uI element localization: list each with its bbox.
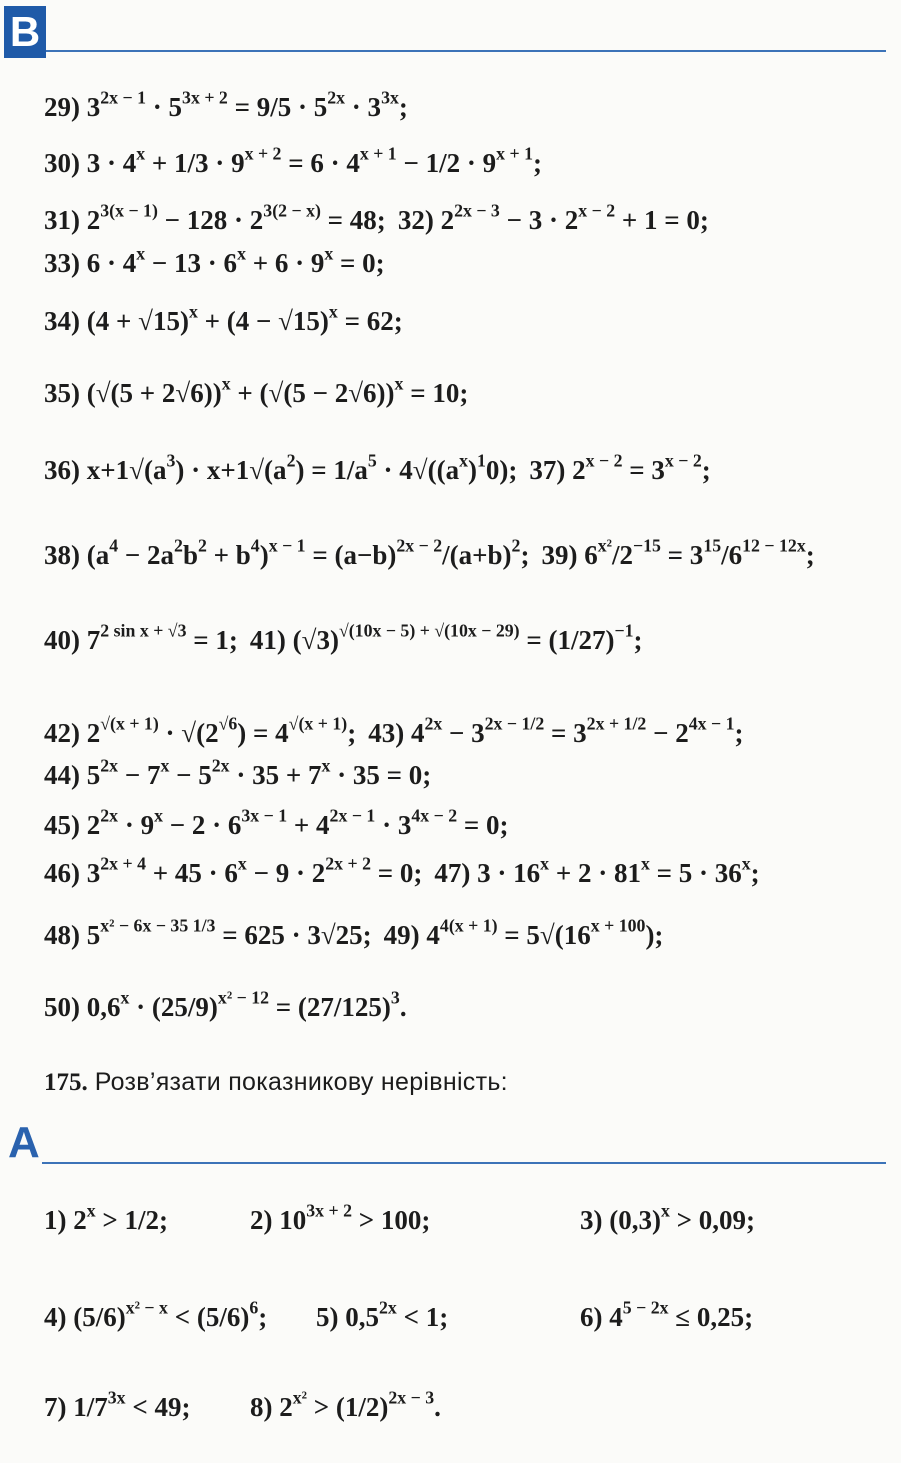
exponent: 2x − 1 xyxy=(100,87,147,108)
problem-expression: $6^{x^2}/2^{-15} = 3^{15}/6^{12 - 12x}$; xyxy=(584,535,815,570)
exponent: 3x + 2 xyxy=(182,87,228,108)
problem-row xyxy=(44,987,407,1023)
problem-31 xyxy=(44,200,386,235)
exponent: 2x xyxy=(100,805,119,826)
exponent: −15 xyxy=(632,535,661,556)
problem-row xyxy=(44,805,509,841)
exponent: x − 1 xyxy=(268,535,306,556)
exponent: 3 xyxy=(390,987,400,1008)
exponent: x xyxy=(640,853,650,874)
exponent: 4x − 2 xyxy=(411,805,458,826)
inequality-4 xyxy=(44,1297,268,1333)
problem-number: 47) xyxy=(434,858,478,888)
inequality-expression: $(0,3)^x > 0,09$; xyxy=(609,1200,756,1235)
problem-number: 48) xyxy=(44,920,87,950)
problem-43 xyxy=(368,713,744,748)
exponent: 12 − 12x xyxy=(742,535,806,556)
problem-row xyxy=(44,755,432,791)
exponent: 3 xyxy=(166,450,176,471)
exponent: 3(2 − x) xyxy=(263,200,321,221)
problem-row xyxy=(44,915,664,951)
problem-number: 38) xyxy=(44,540,87,570)
exponent: x + 100 xyxy=(590,915,646,936)
exponent: x − 2 xyxy=(585,450,623,471)
inequality-number: 4) xyxy=(44,1302,74,1332)
exponent: x² xyxy=(292,1387,307,1408)
problem-30 xyxy=(44,143,542,178)
exponent: 15 xyxy=(703,535,722,556)
exponent: 4 xyxy=(250,535,260,556)
problem-expression: $5^{x^2 - 6x - 35 1/3} = 625 \cdot 3√25$; xyxy=(86,915,372,950)
task-175 xyxy=(44,1068,508,1097)
problem-50 xyxy=(44,987,407,1022)
exponent: x² − 6x − 35 1/3 xyxy=(100,915,216,936)
exponent: x xyxy=(136,243,146,264)
section-a-rule xyxy=(42,1162,886,1164)
problem-expression: $7^{2 sin x + √3} = 1$; xyxy=(86,620,238,655)
exponent: 2x + 2 xyxy=(325,853,371,874)
exponent: 2 xyxy=(174,535,183,556)
problem-number: 40) xyxy=(44,625,87,655)
problem-47 xyxy=(434,853,760,888)
exponent: −1 xyxy=(614,620,634,641)
problem-35 xyxy=(44,373,469,408)
problem-row xyxy=(44,450,711,486)
problem-33 xyxy=(44,243,385,278)
section-a-label: A xyxy=(8,1118,40,1167)
exponent: 4x − 1 xyxy=(688,713,735,734)
problem-row xyxy=(44,535,815,571)
inequality-number: 5) xyxy=(316,1302,346,1332)
inequality-3 xyxy=(580,1200,756,1236)
problem-41 xyxy=(249,620,643,655)
inequality-number: 1) xyxy=(44,1205,74,1235)
task-text: Розв’язати показникову нерівність: xyxy=(94,1068,508,1096)
exponent: x xyxy=(324,243,334,264)
problem-row xyxy=(44,853,760,889)
inequality-number: 6) xyxy=(580,1302,610,1332)
inequality-1 xyxy=(44,1200,169,1236)
exponent: 2x − 2 xyxy=(396,535,443,556)
problem-36 xyxy=(44,450,518,485)
exponent: x − 2 xyxy=(578,200,616,221)
exponent: 4(x + 1) xyxy=(439,915,498,936)
exponent: 2x + 4 xyxy=(100,853,147,874)
problem-40 xyxy=(44,620,238,655)
exponent: x xyxy=(136,143,146,164)
problem-44 xyxy=(44,755,432,790)
problem-expression: $x+1√(a^3) \cdot x+1√(a^2) = 1/a^5 \cdot 4√((a^x)^10)$; xyxy=(86,450,518,485)
exponent: x xyxy=(188,301,198,322)
inequality-expression: $(5/6)^{x^2 - x} < (5/6)^6$; xyxy=(73,1297,268,1332)
exponent: 2 xyxy=(286,450,296,471)
problem-37 xyxy=(529,450,711,485)
problem-number: 49) xyxy=(383,920,427,950)
problem-46 xyxy=(44,853,423,888)
problem-number: 41) xyxy=(249,625,293,655)
exponent: x xyxy=(160,755,170,776)
exponent: √(10x − 5) + √(10x − 29) xyxy=(338,620,520,641)
exponent: x xyxy=(394,373,404,394)
inequality-number: 8) xyxy=(250,1392,280,1422)
problem-expression: $2^{2x - 3} - 3 \cdot 2^{x - 2} + 1 = 0$; xyxy=(440,200,709,235)
exponent: √6 xyxy=(218,713,238,734)
inequality-7 xyxy=(44,1387,191,1423)
problem-expression: $2^{√(x + 1)} \cdot √(2^{√6}) = 4^{√(x + 1)}$; xyxy=(86,713,357,748)
exponent: 2 sin x + √3 xyxy=(100,620,187,641)
inequality-number: 2) xyxy=(250,1205,280,1235)
problem-row xyxy=(44,301,403,337)
exponent: 2x + 1/2 xyxy=(586,713,647,734)
exponent: x xyxy=(540,853,550,874)
exponent: x² − x xyxy=(125,1297,168,1318)
problem-expression: $3^{2x - 1} \cdot 5^{3x + 2} = 9/5 \cdot 5^{2x} \cdot 3^{3x}$; xyxy=(86,87,408,122)
problem-expression: $0,6^x \cdot (25/9)^{x^2 - 12} = (27/125)^3$. xyxy=(86,987,407,1022)
problem-number: 46) xyxy=(44,858,87,888)
exponent: 3x xyxy=(381,87,399,108)
exponent: x xyxy=(154,805,163,826)
problem-number: 31) xyxy=(44,205,87,235)
exponent: 3x + 2 xyxy=(306,1200,353,1221)
problem-number: 45) xyxy=(44,810,87,840)
inequality-expression: $0,5^{2x} < 1$; xyxy=(345,1297,449,1332)
problem-expression: $2^{2x} \cdot 9^x - 2 \cdot 6^{3x - 1} + 4^{2x - 1} \cdot 3^{4x - 2} = 0$; xyxy=(86,805,509,840)
problem-number: 36) xyxy=(44,455,87,485)
exponent: 6 xyxy=(249,1297,259,1318)
problem-row xyxy=(44,713,744,749)
problem-number: 50) xyxy=(44,992,87,1022)
exponent: x + 1 xyxy=(496,143,533,164)
exponent: x xyxy=(321,755,331,776)
task-number: 175. xyxy=(44,1069,88,1096)
inequality-6 xyxy=(580,1297,754,1333)
exponent: x + 2 xyxy=(244,143,282,164)
exponent: 2x xyxy=(424,713,443,734)
exponent: √(x + 1) xyxy=(288,713,348,734)
problem-42 xyxy=(44,713,357,748)
exponent: 2x − 1 xyxy=(329,805,376,826)
problem-expression: $4^{2x} - 3^{2x - 1/2} = 3^{2x + 1/2} - 2^{4x - 1}$; xyxy=(410,713,744,748)
inequality-number: 7) xyxy=(44,1392,74,1422)
inequality-2 xyxy=(250,1200,431,1236)
problem-row xyxy=(44,620,643,656)
exponent: 2x xyxy=(327,87,346,108)
inequality-expression: $4^{5 - 2x} \le 0,25$; xyxy=(609,1297,754,1332)
exponent: 2x xyxy=(211,755,230,776)
problem-row xyxy=(44,143,542,179)
exponent: 2 xyxy=(511,535,521,556)
problem-number: 32) xyxy=(397,205,441,235)
problem-number: 42) xyxy=(44,718,87,748)
problem-expression: $(√3)^{√(10x - 5) + √(10x - 29)} = (1/27)^{-1}$; xyxy=(292,620,643,655)
exponent: 3x − 1 xyxy=(241,805,288,826)
problem-number: 39) xyxy=(541,540,585,570)
exponent: x xyxy=(741,853,751,874)
problem-expression: $4^{4(x + 1)} = 5√(16^{x + 100})$; xyxy=(426,915,664,950)
problem-number: 37) xyxy=(529,455,573,485)
problem-row xyxy=(44,87,408,123)
section-b-rule xyxy=(46,50,886,52)
inequality-number: 3) xyxy=(580,1205,610,1235)
problem-38 xyxy=(44,535,530,570)
exponent: 2x xyxy=(379,1297,397,1318)
inequality-8 xyxy=(250,1387,441,1423)
section-b-badge: B xyxy=(4,6,46,58)
problem-expression: $(a^4 - 2a^2b^2 + b^4)^{x - 1} = (a-b)^{2x - 2}/(a+b)^2$; xyxy=(86,535,530,570)
problem-row xyxy=(44,200,709,236)
exponent: x² − 12 xyxy=(217,987,270,1008)
inequality-expression: $2^x > 1/2$; xyxy=(73,1200,169,1235)
problem-expression: $2^{x - 2} = 3^{x - 2}$; xyxy=(572,450,711,485)
exponent: 1 xyxy=(476,450,486,471)
problem-expression: $3 \cdot 4^x + 1/3 \cdot 9^{x + 2} = 6 \cdot 4^{x + 1} - 1/2 \cdot 9^{x + 1}$; xyxy=(86,143,542,178)
exponent: 2x − 3 xyxy=(388,1387,435,1408)
exponent: 2x − 1/2 xyxy=(484,713,545,734)
problem-number: 44) xyxy=(44,760,87,790)
problem-expression: $3 \cdot 16^x + 2 \cdot 81^x = 5 \cdot 36^x$; xyxy=(477,853,760,888)
exponent: 3(x − 1) xyxy=(100,200,158,221)
exponent: 5 xyxy=(367,450,377,471)
exponent: 5 − 2x xyxy=(622,1297,669,1318)
exponent: x − 2 xyxy=(664,450,702,471)
exponent: 2x xyxy=(100,755,119,776)
exponent: x xyxy=(459,450,468,471)
problem-expression: $2^{3(x - 1)} - 128 \cdot 2^{3(2 - x)} = 48$; xyxy=(86,200,386,235)
exponent: x + 1 xyxy=(359,143,397,164)
problem-29 xyxy=(44,87,408,122)
exponent: 3x xyxy=(107,1387,126,1408)
exponent: 4 xyxy=(109,535,119,556)
exponent: x xyxy=(328,301,338,322)
inequality-expression: $2^{x^2} > (1/2)^{2x - 3}$. xyxy=(279,1387,441,1422)
exponent: x² xyxy=(597,535,612,556)
problem-45 xyxy=(44,805,509,840)
problem-34 xyxy=(44,301,403,336)
exponent: x xyxy=(660,1200,670,1221)
exponent: 2x − 3 xyxy=(454,200,500,221)
problem-row xyxy=(44,373,469,409)
problem-number: 35) xyxy=(44,378,87,408)
problem-49 xyxy=(383,915,664,950)
exponent: x xyxy=(221,373,231,394)
problem-48 xyxy=(44,915,372,950)
problem-39 xyxy=(541,535,815,570)
inequality-expression: $1/7^{3x} < 49$; xyxy=(73,1387,191,1422)
exponent: x xyxy=(237,243,246,264)
problem-expression: $(4 + √15)^x + (4 - √15)^x = 62$; xyxy=(86,301,403,336)
problem-number: 34) xyxy=(44,306,87,336)
inequality-expression: $10^{3x + 2} > 100$; xyxy=(279,1200,431,1235)
exponent: √(x + 1) xyxy=(100,713,159,734)
problem-row xyxy=(44,243,385,279)
problem-expression: $(√(5 + 2√6))^x + (√(5 - 2√6))^x = 10$; xyxy=(86,373,469,408)
exponent: x xyxy=(86,1200,96,1221)
exponent: x xyxy=(237,853,247,874)
problem-number: 33) xyxy=(44,248,87,278)
inequality-5 xyxy=(316,1297,449,1333)
problem-32 xyxy=(397,200,709,235)
exponent: 2 xyxy=(197,535,207,556)
problem-number: 30) xyxy=(44,148,87,178)
exponent: x xyxy=(120,987,130,1008)
problem-number: 29) xyxy=(44,92,87,122)
problem-expression: $6 \cdot 4^x - 13 \cdot 6^x + 6 \cdot 9^x = 0$; xyxy=(86,243,385,278)
problem-number: 43) xyxy=(368,718,411,748)
problem-expression: $5^{2x} - 7^x - 5^{2x} \cdot 35 + 7^x \cdot 35 = 0$; xyxy=(86,755,432,790)
problem-expression: $3^{2x + 4} + 45 \cdot 6^x - 9 \cdot 2^{2x + 2} = 0$; xyxy=(86,853,423,888)
